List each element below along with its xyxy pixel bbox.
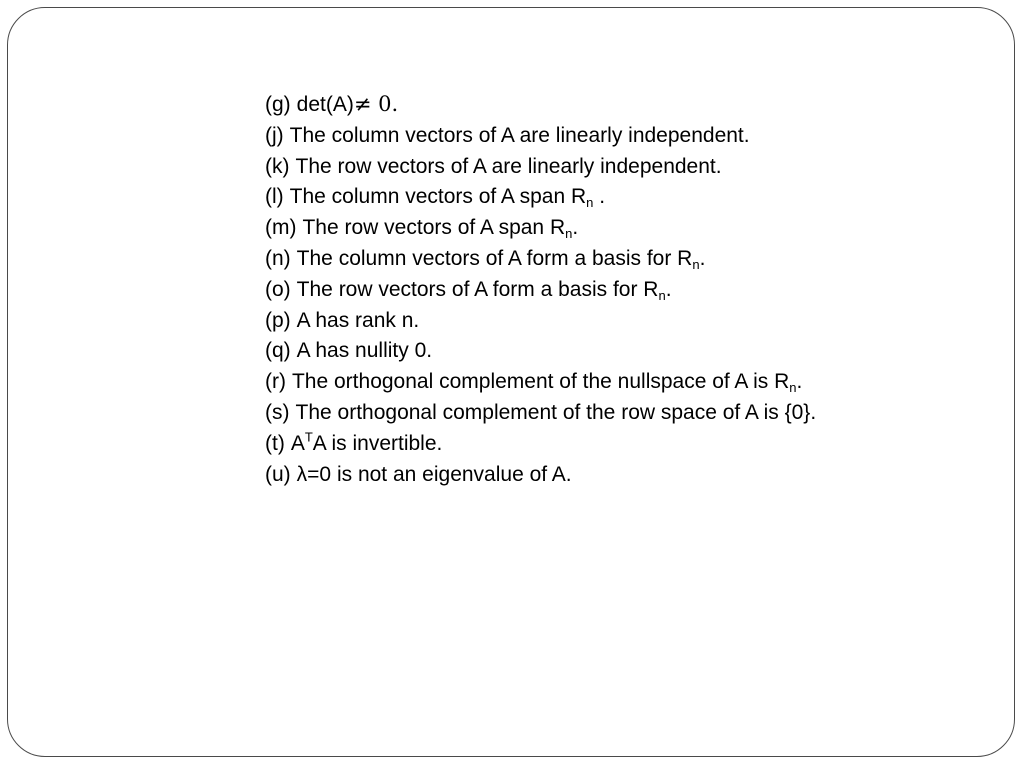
statement-g — [265, 89, 816, 121]
statement-p — [265, 306, 816, 337]
statement-text: The orthogonal complement of the nullspace of A is R — [291, 370, 790, 394]
statement-text: The column vectors of A are linearly independent. — [289, 123, 750, 147]
statement-list — [265, 89, 816, 490]
statement-tail: . — [699, 246, 706, 270]
statement-q — [265, 336, 816, 367]
statement-text: A has rank n. — [296, 308, 420, 332]
subscript: n — [789, 380, 797, 396]
statement-tail: . — [593, 185, 606, 209]
statement-tail: . — [572, 216, 579, 240]
statement-text: The row vectors of A are linearly independent. — [295, 154, 722, 178]
statement-text: The orthogonal complement of the row space of A is {0}. — [295, 400, 817, 424]
statement-label: (p) — [265, 308, 291, 332]
subscript: n — [565, 226, 573, 242]
subscript: n — [658, 287, 666, 303]
statement-label: (l) — [265, 185, 284, 209]
statement-text: The row vectors of A form a basis for R — [296, 277, 659, 301]
statement-tail: A is invertible. — [312, 431, 443, 455]
statement-label: (t) — [265, 431, 285, 455]
statement-label: (o) — [265, 277, 291, 301]
statement-j — [265, 121, 816, 152]
statement-label: (j) — [265, 123, 284, 147]
statement-tail: . — [796, 370, 803, 394]
statement-n — [265, 244, 816, 275]
statement-text: det(A) — [296, 93, 354, 116]
statement-text: λ=0 is not an eigenvalue of A. — [296, 462, 572, 486]
statement-label: (q) — [265, 339, 291, 363]
statement-text: A — [290, 431, 305, 455]
statement-u — [265, 460, 816, 491]
statement-label: (u) — [265, 462, 291, 486]
statement-label: (k) — [265, 154, 290, 178]
statement-r — [265, 367, 816, 398]
statement-l — [265, 182, 816, 213]
subscript: n — [586, 195, 594, 211]
statement-k — [265, 152, 816, 183]
statement-m — [265, 213, 816, 244]
statement-label: (m) — [265, 216, 297, 240]
not-equal-symbol: ≠ — [353, 92, 372, 116]
statement-text: A has nullity 0. — [296, 339, 433, 363]
statement-text: The column vectors of A form a basis for R — [296, 246, 693, 270]
statement-text: The column vectors of A span R — [289, 185, 587, 209]
statement-label: (g) — [265, 93, 291, 116]
statement-tail: 0. — [371, 92, 399, 116]
statement-s — [265, 398, 816, 429]
statement-text: The row vectors of A span R — [302, 216, 566, 240]
superscript: T — [304, 429, 313, 445]
statement-label: (r) — [265, 370, 286, 394]
statement-label: (s) — [265, 400, 290, 424]
subscript: n — [692, 257, 700, 273]
statement-o — [265, 275, 816, 306]
statement-label: (n) — [265, 246, 291, 270]
statement-t — [265, 429, 816, 460]
statement-tail: . — [665, 277, 672, 301]
